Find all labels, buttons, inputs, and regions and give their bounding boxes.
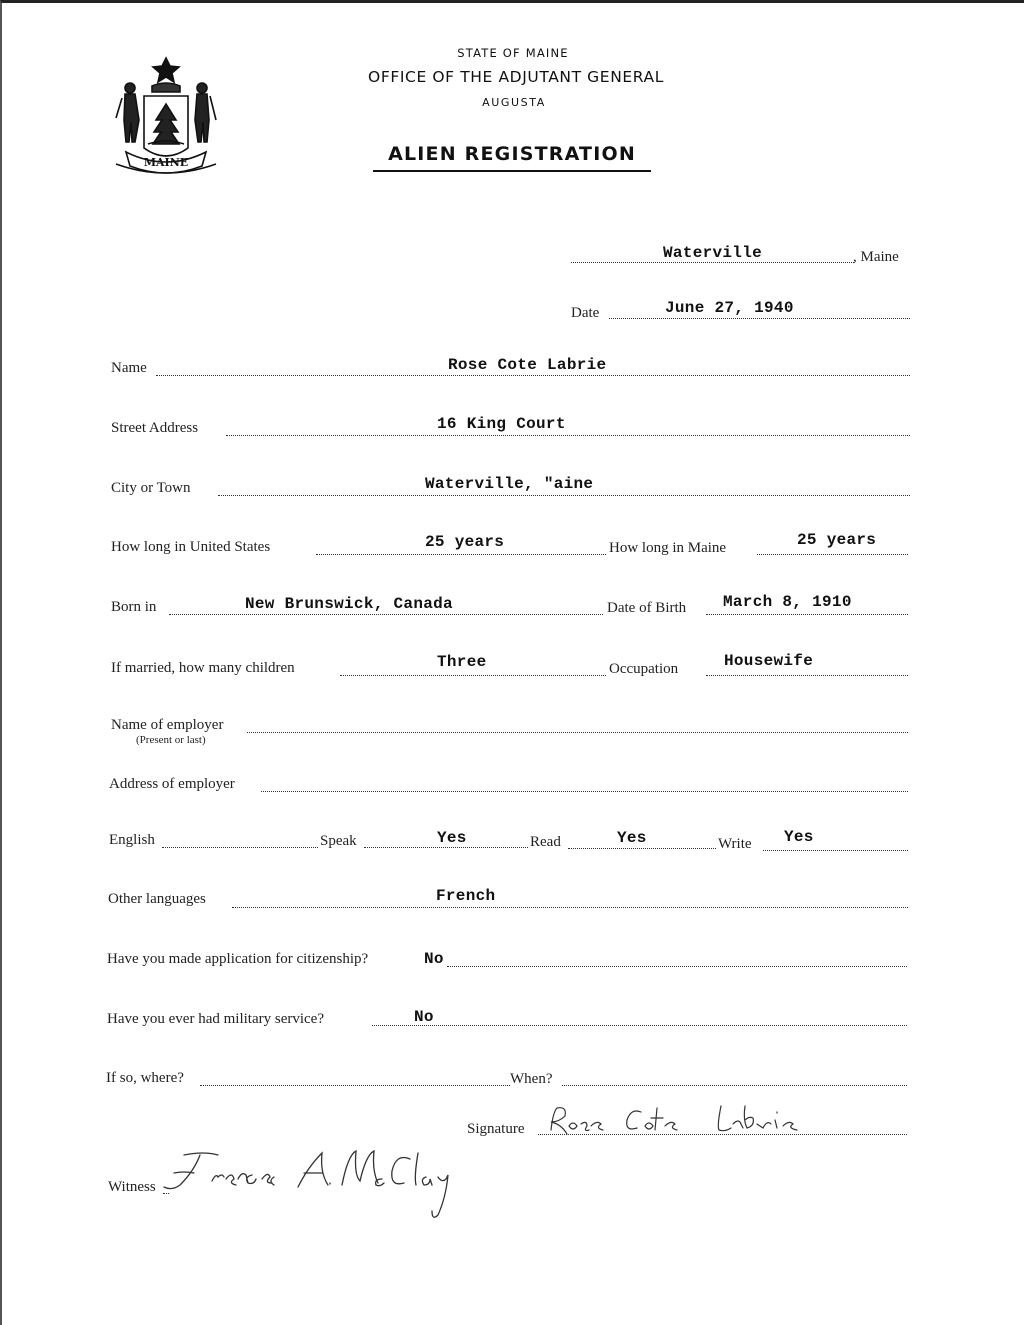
other-languages-line [232,907,908,908]
date-of-birth-line [706,614,908,615]
name-label: Name [111,360,147,376]
born-in-label: Born in [111,599,157,615]
employer-address-label: Address of employer [109,776,235,792]
city-line [218,495,910,496]
citizenship-label: Have you made application for citizenship? [107,951,369,967]
title-underline [373,170,651,172]
location-suffix: , Maine [853,249,899,265]
write-value[interactable]: Yes [784,828,814,846]
street-address-label: Street Address [111,420,199,436]
name-line [156,375,910,376]
employer-name-label: Name of employer [111,717,224,733]
date-line [609,318,910,319]
write-label: Write [718,836,752,852]
header-city: AUGUSTA [482,96,546,109]
when-label: When? [510,1071,553,1087]
how-long-maine-label: How long in Maine [609,540,727,556]
witness-label: Witness [108,1179,156,1195]
where-label: If so, where? [106,1070,184,1086]
other-languages-value[interactable]: French [436,887,496,905]
how-long-us-label: How long in United States [111,539,271,555]
citizenship-line [447,966,907,967]
location-line [571,262,854,263]
occupation-line [706,675,908,676]
street-address-line [226,435,910,436]
write-line [763,850,908,851]
date-of-birth-label: Date of Birth [607,600,687,616]
employer-address-line[interactable] [261,791,908,792]
employer-name-sublabel: (Present or last) [136,734,206,746]
how-long-us-value[interactable]: 25 years [425,533,505,551]
read-value[interactable]: Yes [617,829,647,847]
how-long-us-line [316,554,606,555]
children-value[interactable]: Three [437,653,487,671]
when-line[interactable] [562,1085,907,1086]
military-value[interactable]: No [414,1008,434,1026]
city-value[interactable]: Waterville, "aine [425,475,594,493]
other-languages-label: Other languages [108,891,206,907]
date-label: Date [571,305,600,321]
born-in-value[interactable]: New Brunswick, Canada [245,595,453,613]
born-in-line [169,614,603,615]
speak-value[interactable]: Yes [437,829,467,847]
city-label: City or Town [111,480,191,496]
how-long-maine-line [757,554,908,555]
children-label: If married, how many children [111,660,295,676]
date-value[interactable]: June 27, 1940 [665,299,794,317]
street-address-value[interactable]: 16 King Court [437,415,566,433]
date-of-birth-value[interactable]: March 8, 1910 [723,593,852,611]
english-line [162,847,318,848]
military-label: Have you ever had military service? [107,1011,324,1027]
read-label: Read [530,834,561,850]
name-value[interactable]: Rose Cote Labrie [448,356,607,374]
employer-name-line[interactable] [247,732,908,733]
military-line [372,1025,907,1026]
form-title: ALIEN REGISTRATION [388,143,636,165]
how-long-maine-value[interactable]: 25 years [797,531,877,549]
state-seal-icon [112,52,220,188]
read-line [568,848,716,849]
where-line[interactable] [200,1085,510,1086]
signature-label: Signature [467,1121,525,1137]
header-state: STATE OF MAINE [457,46,569,60]
occupation-value[interactable]: Housewife [724,652,814,670]
header-office: OFFICE OF THE ADJUTANT GENERAL [368,68,664,86]
children-line [340,675,606,676]
seal-text: MAINE [143,156,189,169]
speak-line [364,847,528,848]
english-label: English [109,832,155,848]
witness-signature [160,1145,510,1233]
location-value[interactable]: Waterville [663,244,763,262]
speak-label: Speak [320,833,357,849]
applicant-signature [545,1100,845,1140]
occupation-label: Occupation [609,661,679,677]
citizenship-value[interactable]: No [424,950,444,968]
